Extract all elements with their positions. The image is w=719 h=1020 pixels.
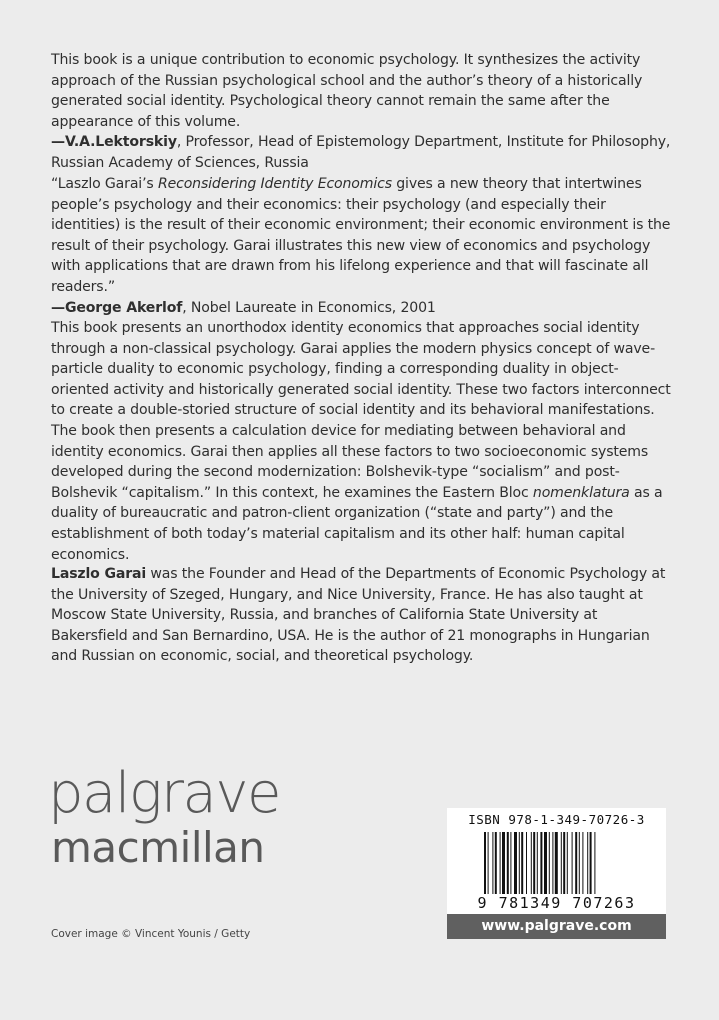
publisher-url: www.palgrave.com xyxy=(447,914,666,939)
book-title-italic: Reconsidering Identity Economics xyxy=(157,176,392,192)
barcode-bar xyxy=(561,832,562,894)
praise-quote-lektorskiy xyxy=(51,50,671,174)
praise-quote-akerlof xyxy=(51,174,671,318)
cover-image-credit: Cover image © Vincent Younis / Getty xyxy=(51,928,251,940)
barcode-bar xyxy=(514,832,517,894)
barcode-bar xyxy=(594,832,595,894)
isbn-barcode xyxy=(447,808,666,914)
barcode-bar xyxy=(519,832,520,894)
quote-text-end: gives a new theory that intertwines people’s psychology and their economics: their psychology (and especially their identities) is the result of their economic environment; their economic environment is the result of their psychology. Garai illustrates this new view of economics and psychology with applications that are drawn from his lifelong experience and that will fascinate all readers.” xyxy=(51,176,671,295)
book-description xyxy=(51,318,671,565)
barcode-bar xyxy=(531,832,532,894)
publisher-logo xyxy=(48,761,280,872)
barcode-bar xyxy=(575,832,577,894)
barcode-bar xyxy=(555,832,558,894)
barcode-bar xyxy=(587,832,588,894)
barcode-bar xyxy=(579,832,580,894)
isbn-number: ISBN 978-1-349-70726-3 xyxy=(468,812,645,827)
quote-attribution-details: , Nobel Laureate in Economics, 2001 xyxy=(182,299,436,316)
barcode-bar xyxy=(507,832,509,894)
quote-text: This book is a unique contribution to economic psychology. It synthesizes the activity approach of the Russian psychological school and the author’s theory of a historically generated social identity. Psychological theory cannot remain the same after the appearance of this volume. xyxy=(51,52,643,130)
barcode-bar xyxy=(510,832,511,894)
barcode-bar xyxy=(582,832,583,894)
barcode-bar xyxy=(590,832,592,894)
barcode-bar xyxy=(572,832,573,894)
barcode-bar xyxy=(540,832,542,894)
logo-line1: palgrave xyxy=(48,761,280,826)
barcode-bar xyxy=(488,832,489,894)
italic-term: nomenklatura xyxy=(532,484,630,501)
author-bio xyxy=(51,564,671,667)
barcode-bar xyxy=(500,832,501,894)
quote-attribution-name: —George Akerlof xyxy=(51,299,183,316)
logo-line2: macmillan xyxy=(51,823,265,872)
barcode-bar xyxy=(537,832,538,894)
barcode-bar xyxy=(492,832,493,894)
barcode-bars xyxy=(484,832,629,894)
barcode-bar xyxy=(552,832,553,894)
barcode-bar xyxy=(521,832,523,894)
barcode-digits: 9 781349 707263 xyxy=(477,894,636,912)
barcode-bar xyxy=(533,832,535,894)
quote-text-start: “Laszlo Garai’s xyxy=(51,176,158,192)
barcode-bar xyxy=(484,832,486,894)
barcode-bar xyxy=(526,832,527,894)
barcode-bar xyxy=(567,832,568,894)
barcode-bar xyxy=(502,832,505,894)
quote-attribution-name: —V.A.Lektorskiy xyxy=(51,134,177,151)
description-text-start: This book presents an unorthodox identity economics that approaches social identity through a non-classical psychology. Garai applies the modern physics concept of wave-particle duality to economic psychology, finding a corresponding duality in object-oriented activity and historically generated social identity. These two factors interconnect to create a double-storied structure of social identity and its behavioral manifestations. The book then presents a calculation device for mediating between behavioral and identity economics. Garai then applies all these factors to two socioeconomic systems developed during the second modernization: Bolshevik-type “socialism” and post-Bolshevik “capitalism.” In this context, he examines the Eastern Bloc xyxy=(51,320,671,501)
quote-attribution-details: , Professor, Head of Epistemology Department, Institute for Philosophy, Russian Academy of Sciences, Russia xyxy=(51,134,671,171)
barcode-bar xyxy=(544,832,547,894)
barcode-bar xyxy=(495,832,497,894)
barcode-bar xyxy=(563,832,565,894)
barcode-bar xyxy=(549,832,550,894)
description-text-end: as a duality of bureaucratic and patron-client organization (“state and party”) and the establishment of both today’s material capitalism and its other half: human capital economics. xyxy=(51,484,663,563)
author-name: Laszlo Garai xyxy=(51,566,147,582)
author-bio-text: was the Founder and Head of the Departments of Economic Psychology at the University of Szeged, Hungary, and Nice University, France. He has also taught at Moscow State University, Russia, and branches of California State University at Bakersfield and San Bernardino, USA. He is the author of 21 monographs in Hungarian and Russian on economic, social, and theoretical psychology. xyxy=(51,566,666,665)
